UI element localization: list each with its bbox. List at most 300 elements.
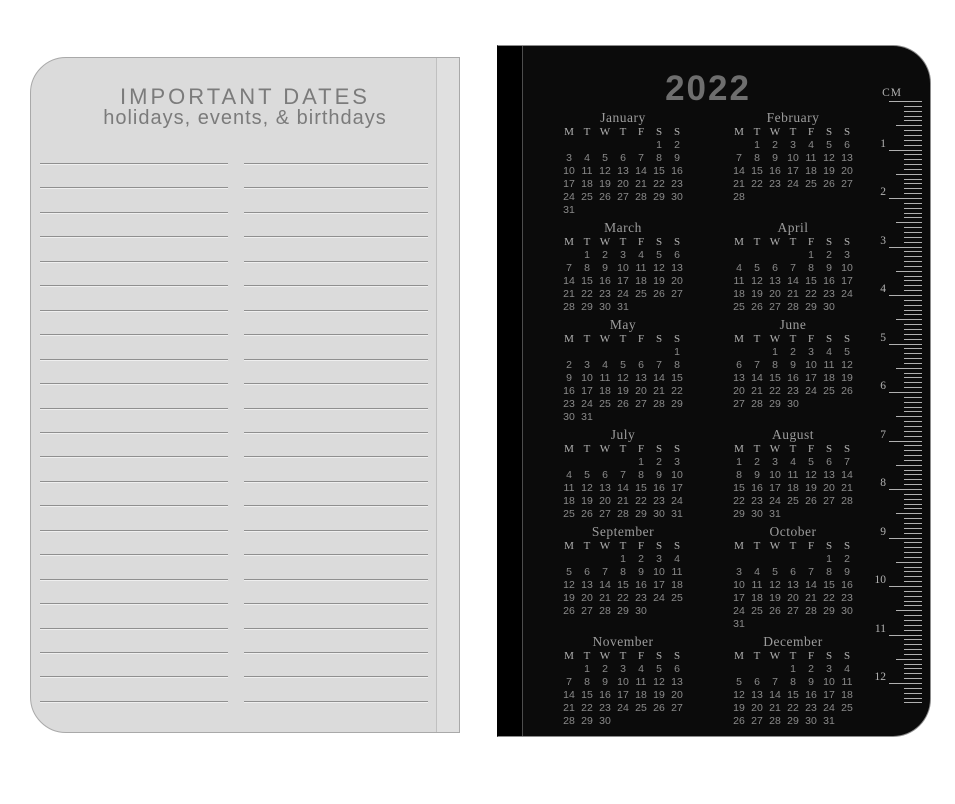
- weekday-label: F: [807, 443, 815, 455]
- day-cell-empty: [614, 456, 632, 469]
- ruler-tick-half: [896, 513, 922, 514]
- day-cell-empty: [632, 411, 650, 424]
- month-april: [730, 220, 856, 314]
- ruler-tick-mm: [904, 261, 922, 262]
- day-cell: 14: [805, 579, 817, 591]
- ruler-tick-mm: [904, 242, 922, 243]
- week-row: [560, 262, 686, 275]
- ruler-tick-mm: [904, 470, 922, 471]
- ruler-number: 3: [880, 234, 886, 247]
- ruler-tick-mm: [904, 382, 922, 383]
- day-cell: 13: [733, 372, 745, 384]
- day-cell: 4: [638, 663, 644, 675]
- ruler-tick-mm: [904, 567, 922, 568]
- day-cell: 9: [566, 372, 572, 384]
- ruler-tick-cm: [889, 247, 922, 248]
- week-row: [560, 676, 686, 689]
- ruler-number: 9: [880, 525, 886, 538]
- day-cell: 7: [602, 566, 608, 578]
- week-row: [560, 288, 686, 301]
- day-cell: 8: [584, 676, 590, 688]
- week-row: [560, 301, 686, 314]
- day-cell-empty: [748, 191, 766, 204]
- ruler-tick-mm: [904, 620, 922, 621]
- ruler-tick-mm: [904, 130, 922, 131]
- weekday-label: T: [789, 236, 797, 248]
- ruler-tick-mm: [904, 523, 922, 524]
- ruler-tick-mm: [904, 305, 922, 306]
- day-cell: 4: [736, 262, 742, 274]
- day-cell: 18: [635, 689, 647, 701]
- day-cell: 30: [635, 605, 647, 617]
- day-cell: 4: [844, 663, 850, 675]
- weekday-label: W: [599, 333, 611, 345]
- weekday-label: M: [734, 126, 744, 138]
- ruler-number: 1: [880, 137, 886, 150]
- day-cell: 23: [671, 178, 683, 190]
- weekday-label: S: [655, 236, 663, 248]
- ruled-line: [244, 236, 428, 237]
- day-cell: 8: [736, 469, 742, 481]
- day-cell: 20: [617, 178, 629, 190]
- ruled-line: [40, 432, 228, 433]
- day-cell: 15: [635, 482, 647, 494]
- ruler-tick-mm: [904, 571, 922, 572]
- ruled-line: [244, 481, 428, 482]
- day-cell: 10: [671, 469, 683, 481]
- week-row: [560, 385, 686, 398]
- day-cell: 12: [841, 359, 853, 371]
- month-name: October: [769, 524, 817, 539]
- day-cell: 16: [635, 579, 647, 591]
- day-cell: 16: [823, 275, 835, 287]
- weekday-label: F: [637, 333, 645, 345]
- weekday-label: S: [673, 650, 681, 662]
- week-row: [560, 178, 686, 191]
- week-row: [730, 275, 856, 288]
- ruler-tick-mm: [904, 348, 922, 349]
- ruler-tick-cm: [889, 489, 922, 490]
- day-cell: 28: [805, 605, 817, 617]
- ruler-number: 2: [880, 186, 886, 198]
- day-cell: 30: [599, 715, 611, 727]
- weekday-label: F: [807, 540, 815, 552]
- ruler-tick-mm: [904, 193, 922, 194]
- ruler-tick-mm: [904, 164, 922, 165]
- ruler-tick-mm: [904, 310, 922, 311]
- week-row: [560, 359, 686, 372]
- day-cell-empty: [650, 204, 668, 217]
- ruler-tick-mm: [904, 504, 922, 505]
- day-cell: 30: [841, 605, 853, 617]
- ruler-tick-half: [896, 125, 922, 126]
- day-cell-empty: [560, 249, 578, 262]
- weekday-label: F: [807, 333, 815, 345]
- day-cell: 4: [584, 152, 590, 164]
- day-cell-empty: [766, 249, 784, 262]
- day-cell: 13: [769, 275, 781, 287]
- day-cell: 12: [769, 579, 781, 591]
- day-cell-empty: [578, 204, 596, 217]
- day-cell-empty: [838, 301, 856, 314]
- day-cell: 26: [599, 191, 611, 203]
- day-cell-empty: [766, 191, 784, 204]
- page-edge: [436, 58, 459, 732]
- day-cell: 27: [671, 702, 683, 714]
- day-cell: 17: [823, 689, 835, 701]
- day-cell: 18: [841, 689, 853, 701]
- ruler-unit-label: CM: [882, 87, 902, 99]
- ruled-line: [244, 408, 428, 409]
- weekday-label: S: [673, 540, 681, 552]
- week-row: [730, 592, 856, 605]
- ruler-tick-mm: [904, 581, 922, 582]
- month-name: January: [600, 110, 646, 125]
- day-cell: 6: [772, 262, 778, 274]
- weekday-label: M: [564, 650, 574, 662]
- ruler-tick-mm: [904, 188, 922, 189]
- day-cell-empty: [614, 715, 632, 728]
- ruler-tick-mm: [904, 474, 922, 475]
- day-cell: 3: [808, 346, 814, 358]
- day-cell: 6: [602, 469, 608, 481]
- ruled-line: [40, 481, 228, 482]
- ruler-tick-cm: [889, 101, 922, 102]
- day-cell: 22: [787, 702, 799, 714]
- day-cell: 26: [653, 288, 665, 300]
- weekday-label: W: [769, 126, 781, 138]
- day-cell: 3: [674, 456, 680, 468]
- weekday-label: S: [655, 333, 663, 345]
- day-cell-empty: [650, 346, 668, 359]
- day-cell: 22: [733, 495, 745, 507]
- weekday-header-row: [730, 650, 856, 663]
- day-cell-empty: [766, 618, 784, 631]
- ruler-tick-mm: [904, 334, 922, 335]
- week-row: [560, 689, 686, 702]
- day-cell-empty: [578, 346, 596, 359]
- day-cell: 30: [671, 191, 683, 203]
- day-cell: 23: [635, 592, 647, 604]
- ruled-line: [244, 554, 428, 555]
- day-cell: 22: [617, 592, 629, 604]
- day-cell: 24: [617, 702, 629, 714]
- month-march: [560, 220, 686, 314]
- day-cell: 2: [808, 663, 814, 675]
- ruler-tick-mm: [904, 678, 922, 679]
- page-title: IMPORTANT DATES: [120, 84, 370, 109]
- day-cell: 17: [841, 275, 853, 287]
- day-cell: 19: [823, 165, 835, 177]
- ruler-tick-mm: [904, 688, 922, 689]
- day-cell: 11: [581, 165, 593, 177]
- ruler-tick-mm: [904, 654, 922, 655]
- day-cell: 23: [653, 495, 665, 507]
- day-cell: 16: [769, 165, 781, 177]
- day-cell-empty: [668, 204, 686, 217]
- day-cell: 8: [754, 152, 760, 164]
- week-row: [730, 702, 856, 715]
- ruler-tick-mm: [904, 518, 922, 519]
- week-row: [730, 663, 856, 676]
- ruler-tick-mm: [904, 698, 922, 699]
- ruler-tick-mm: [904, 232, 922, 233]
- ruler-number: 6: [880, 380, 886, 392]
- ruled-line: [244, 383, 428, 384]
- ruler-tick-cm: [889, 295, 922, 296]
- ruler-tick-cm: [889, 441, 922, 442]
- day-cell-empty: [668, 715, 686, 728]
- week-row: [560, 663, 686, 676]
- day-cell: 27: [823, 495, 835, 507]
- day-cell: 3: [620, 249, 626, 261]
- day-cell: 17: [581, 385, 593, 397]
- weekday-label: T: [583, 126, 591, 138]
- day-cell: 28: [787, 301, 799, 313]
- day-cell: 24: [733, 605, 745, 617]
- day-cell: 27: [733, 398, 745, 410]
- day-cell: 20: [823, 482, 835, 494]
- day-cell-empty: [838, 618, 856, 631]
- ruler-tick-mm: [904, 183, 922, 184]
- day-cell: 3: [736, 566, 742, 578]
- day-cell: 29: [653, 191, 665, 203]
- day-cell: 15: [769, 372, 781, 384]
- ruler-tick-mm: [904, 484, 922, 485]
- day-cell: 15: [653, 165, 665, 177]
- ruler-tick-mm: [904, 450, 922, 451]
- day-cell: 12: [653, 676, 665, 688]
- day-cell: 7: [844, 456, 850, 468]
- day-cell: 28: [563, 301, 575, 313]
- day-cell: 3: [790, 139, 796, 151]
- ruled-line: [244, 505, 428, 506]
- day-cell: 31: [733, 618, 745, 630]
- day-cell: 8: [772, 359, 778, 371]
- day-cell: 1: [754, 139, 760, 151]
- day-cell: 1: [772, 346, 778, 358]
- day-cell: 31: [769, 508, 781, 520]
- ruled-line: [40, 359, 228, 360]
- day-cell: 24: [769, 495, 781, 507]
- calendar-page: [497, 45, 931, 737]
- ruler-tick-mm: [904, 358, 922, 359]
- week-row: [560, 249, 686, 262]
- ruler-tick-mm: [904, 300, 922, 301]
- day-cell: 7: [790, 262, 796, 274]
- ruler-tick-mm: [904, 508, 922, 509]
- weekday-label: M: [734, 650, 744, 662]
- weekday-label: W: [769, 443, 781, 455]
- day-cell: 1: [808, 249, 814, 261]
- day-cell: 20: [671, 275, 683, 287]
- day-cell-empty: [730, 249, 748, 262]
- day-cell: 6: [638, 359, 644, 371]
- day-cell-empty: [578, 139, 596, 152]
- day-cell: 13: [787, 579, 799, 591]
- day-cell: 12: [751, 275, 763, 287]
- month-may: [560, 317, 686, 424]
- ruled-line: [40, 530, 228, 531]
- ruled-line: [40, 408, 228, 409]
- week-row: [560, 411, 686, 424]
- ruled-line: [244, 530, 428, 531]
- day-cell: 16: [841, 579, 853, 591]
- weekday-label: W: [599, 443, 611, 455]
- ruled-line: [40, 554, 228, 555]
- day-cell: 19: [599, 178, 611, 190]
- day-cell: 26: [805, 495, 817, 507]
- weekday-label: T: [789, 443, 797, 455]
- week-row: [560, 566, 686, 579]
- day-cell: 21: [769, 702, 781, 714]
- day-cell: 1: [790, 663, 796, 675]
- day-cell: 11: [751, 579, 763, 591]
- day-cell: 9: [638, 566, 644, 578]
- day-cell: 9: [602, 262, 608, 274]
- day-cell-empty: [578, 456, 596, 469]
- ruler-tick-mm: [904, 213, 922, 214]
- ruler-tick-mm: [904, 203, 922, 204]
- weekday-label: F: [637, 236, 645, 248]
- day-cell-empty: [748, 663, 766, 676]
- ruler-tick-mm: [904, 106, 922, 107]
- day-cell: 20: [581, 592, 593, 604]
- day-cell: 18: [805, 165, 817, 177]
- weekday-label: M: [564, 236, 574, 248]
- weekday-label: T: [619, 540, 627, 552]
- day-cell: 30: [823, 301, 835, 313]
- ruler-tick-mm: [904, 140, 922, 141]
- ruler-number: 12: [874, 671, 886, 683]
- weekday-label: T: [753, 443, 761, 455]
- weekday-header-row: [560, 236, 686, 249]
- day-cell: 26: [733, 715, 745, 727]
- ruled-line: [40, 334, 228, 335]
- day-cell: 14: [563, 275, 575, 287]
- day-cell: 8: [638, 469, 644, 481]
- ruler-tick-mm: [904, 639, 922, 640]
- day-cell: 12: [599, 165, 611, 177]
- weekday-label: S: [843, 540, 851, 552]
- week-row: [560, 508, 686, 521]
- ruler-tick-mm: [904, 615, 922, 616]
- ruled-line: [244, 310, 428, 311]
- weekday-header-row: [730, 126, 856, 139]
- day-cell-empty: [730, 553, 748, 566]
- ruler-tick-mm: [904, 460, 922, 461]
- weekday-label: S: [673, 236, 681, 248]
- week-row: [730, 372, 856, 385]
- day-cell: 13: [841, 152, 853, 164]
- week-row: [730, 398, 856, 411]
- day-cell: 14: [617, 482, 629, 494]
- ruled-line: [244, 652, 428, 653]
- day-cell: 27: [635, 398, 647, 410]
- day-cell: 10: [769, 469, 781, 481]
- day-cell-empty: [596, 204, 614, 217]
- day-cell: 8: [620, 566, 626, 578]
- day-cell: 13: [823, 469, 835, 481]
- day-cell: 4: [826, 346, 832, 358]
- day-cell: 9: [754, 469, 760, 481]
- day-cell: 2: [602, 249, 608, 261]
- day-cell-empty: [820, 508, 838, 521]
- day-cell: 9: [772, 152, 778, 164]
- ruler-tick-half: [896, 416, 922, 417]
- day-cell: 26: [581, 508, 593, 520]
- day-cell: 14: [841, 469, 853, 481]
- day-cell: 20: [769, 288, 781, 300]
- week-row: [730, 191, 856, 204]
- week-row: [560, 605, 686, 618]
- ruler-tick-mm: [904, 217, 922, 218]
- day-cell: 2: [656, 456, 662, 468]
- day-cell: 2: [638, 553, 644, 565]
- day-cell-empty: [838, 508, 856, 521]
- day-cell: 18: [581, 178, 593, 190]
- day-cell: 4: [808, 139, 814, 151]
- ruler-tick-mm: [904, 120, 922, 121]
- day-cell: 29: [805, 301, 817, 313]
- day-cell: 16: [805, 689, 817, 701]
- day-cell: 28: [563, 715, 575, 727]
- day-cell: 9: [826, 262, 832, 274]
- weekday-header-row: [560, 333, 686, 346]
- day-cell: 8: [674, 359, 680, 371]
- ruled-line: [40, 676, 228, 677]
- day-cell-empty: [802, 398, 820, 411]
- day-cell: 5: [656, 249, 662, 261]
- day-cell-empty: [784, 618, 802, 631]
- day-cell-empty: [596, 411, 614, 424]
- day-cell-empty: [668, 605, 686, 618]
- day-cell: 5: [772, 566, 778, 578]
- ruler-tick-mm: [904, 411, 922, 412]
- day-cell-empty: [632, 301, 650, 314]
- ruler-tick-mm: [904, 208, 922, 209]
- ruler-tick-mm: [904, 116, 922, 117]
- weekday-label: F: [807, 236, 815, 248]
- ruled-line: [244, 432, 428, 433]
- week-row: [560, 191, 686, 204]
- ruler-tick-mm: [904, 237, 922, 238]
- day-cell: 1: [638, 456, 644, 468]
- day-cell: 21: [653, 385, 665, 397]
- day-cell: 10: [617, 676, 629, 688]
- day-cell: 8: [656, 152, 662, 164]
- day-cell: 22: [653, 178, 665, 190]
- month-name: April: [777, 220, 809, 235]
- ruler-tick-mm: [904, 552, 922, 553]
- day-cell: 9: [790, 359, 796, 371]
- day-cell: 23: [599, 702, 611, 714]
- weekday-label: M: [564, 333, 574, 345]
- ruled-line: [244, 628, 428, 629]
- week-row: [730, 301, 856, 314]
- day-cell: 19: [653, 275, 665, 287]
- weekday-header-row: [730, 333, 856, 346]
- day-cell: 6: [674, 249, 680, 261]
- day-cell-empty: [784, 249, 802, 262]
- day-cell: 12: [617, 372, 629, 384]
- day-cell: 25: [635, 288, 647, 300]
- day-cell-empty: [766, 663, 784, 676]
- ruler-tick-mm: [904, 169, 922, 170]
- day-cell: 21: [787, 288, 799, 300]
- day-cell: 12: [823, 152, 835, 164]
- ruled-line: [244, 579, 428, 580]
